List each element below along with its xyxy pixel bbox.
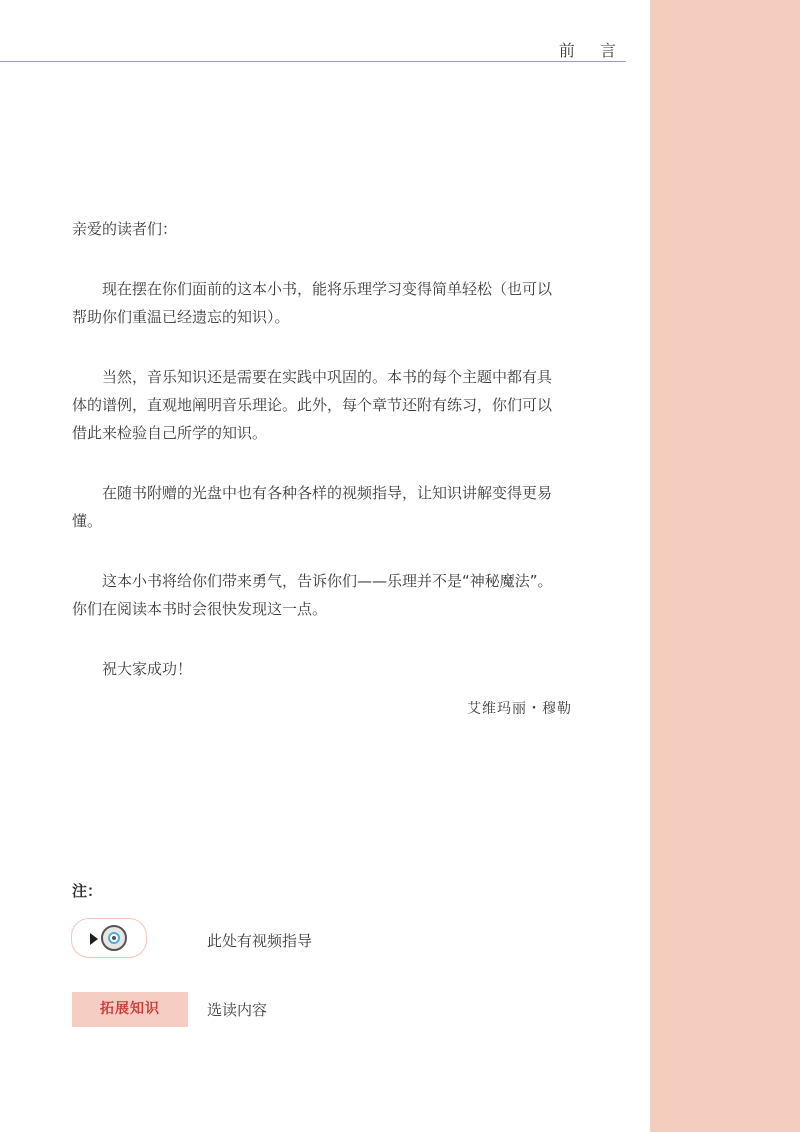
play-icon xyxy=(90,933,98,945)
preface-letter xyxy=(72,215,564,699)
notes-title: 注： xyxy=(72,882,103,900)
preface-paragraph-1: 现在摆在你们面前的这本小书，能将乐理学习变得简单轻松（也可以帮助你们重温已经遗忘的知识）。 xyxy=(72,280,553,326)
video-guide-description: 此处有视频指导 xyxy=(207,932,313,950)
preface-paragraph-2: 当然，音乐知识还是需要在实践中巩固的。本书的每个主题中都有具体的谱例，直观地阐明音乐理论。此外，每个章节还附有练习，你们可以借此来检验自己所学的知识。 xyxy=(72,368,553,442)
extended-knowledge-description: 选读内容 xyxy=(207,1001,268,1019)
preface-paragraph-4: 这本小书将给你们带来勇气，告诉你们——乐理并不是“神秘魔法”。你们在阅读本书时会很快发现这一点。 xyxy=(72,572,553,618)
header-rule xyxy=(0,61,626,62)
video-guide-badge xyxy=(71,918,147,958)
running-head: 前 言 xyxy=(558,41,626,60)
salutation: 亲爱的读者们： xyxy=(72,220,178,238)
preface-paragraph-3: 在随书附赠的光盘中也有各种各样的视频指导，让知识讲解变得更易懂。 xyxy=(72,484,553,530)
disc-icon xyxy=(101,925,127,951)
closing-wish: 祝大家成功！ xyxy=(102,660,193,678)
side-color-band xyxy=(650,0,800,1132)
author-signature: 艾维玛丽・穆勒 xyxy=(467,701,572,717)
extended-knowledge-badge: 拓展知识 xyxy=(72,992,188,1027)
